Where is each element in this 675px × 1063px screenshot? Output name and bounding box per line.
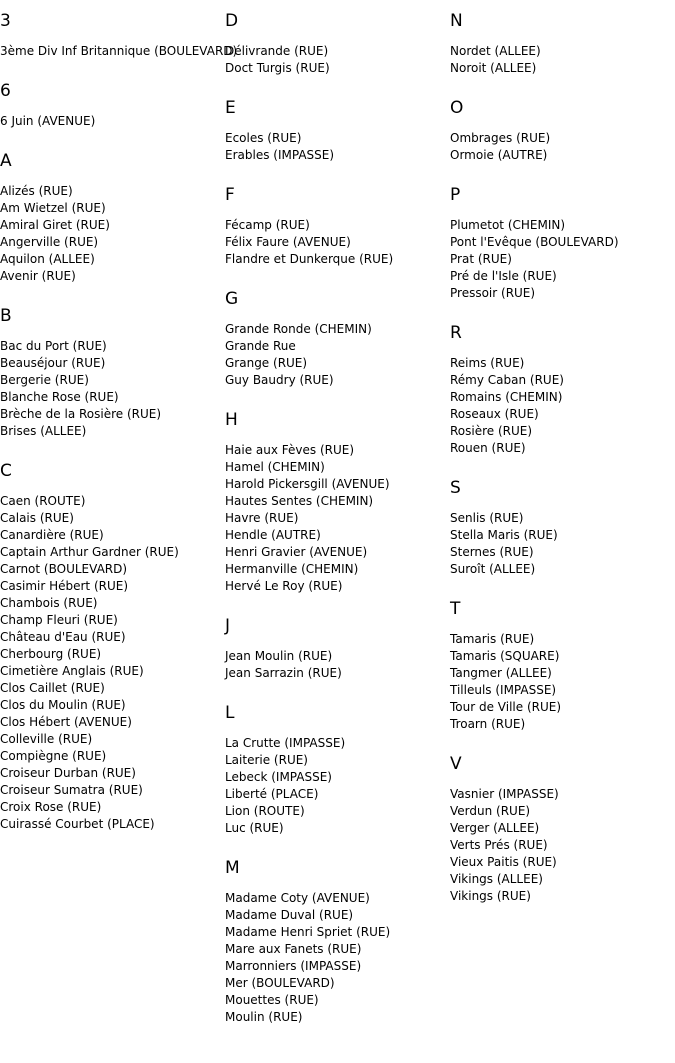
letter-section bbox=[0, 10, 237, 60]
street-link[interactable]: Senlis (RUE) bbox=[450, 511, 524, 525]
street-link[interactable]: Brises (ALLEE) bbox=[0, 424, 87, 438]
street-link[interactable]: Vasnier (IMPASSE) bbox=[450, 787, 559, 801]
street-link[interactable]: Jean Sarrazin (RUE) bbox=[225, 666, 342, 680]
street-index-column-1 bbox=[0, 10, 237, 853]
letter-section bbox=[450, 10, 619, 77]
street-link[interactable]: Cimetière Anglais (RUE) bbox=[0, 664, 144, 678]
street-list bbox=[0, 493, 237, 833]
letter-section bbox=[225, 288, 393, 389]
street-link[interactable]: Rosière (RUE) bbox=[450, 424, 533, 438]
street-link[interactable]: Cherbourg (RUE) bbox=[0, 647, 102, 661]
street-link[interactable]: Harold Pickersgill (AVENUE) bbox=[225, 477, 390, 491]
street-link[interactable]: 6 Juin (AVENUE) bbox=[0, 114, 96, 128]
street-link[interactable]: Clos Hébert (AVENUE) bbox=[0, 715, 132, 729]
street-link[interactable]: Liberté (PLACE) bbox=[225, 787, 319, 801]
street-list bbox=[450, 631, 619, 733]
street-link[interactable]: Croix Rose (RUE) bbox=[0, 800, 102, 814]
street-link[interactable]: Fécamp (RUE) bbox=[225, 218, 310, 232]
letter-section bbox=[225, 702, 393, 837]
street-link[interactable]: Mer (BOULEVARD) bbox=[225, 976, 335, 990]
street-index-column-3 bbox=[450, 10, 619, 925]
street-list bbox=[225, 130, 393, 164]
street-link[interactable]: Madame Coty (AVENUE) bbox=[225, 891, 370, 905]
street-link[interactable]: Luc (RUE) bbox=[225, 821, 284, 835]
street-link[interactable]: Lion (ROUTE) bbox=[225, 804, 305, 818]
street-link[interactable]: Romains (CHEMIN) bbox=[450, 390, 563, 404]
street-link[interactable]: Roseaux (RUE) bbox=[450, 407, 539, 421]
street-link[interactable]: Hamel (CHEMIN) bbox=[225, 460, 325, 474]
letter-section bbox=[450, 97, 619, 164]
street-link[interactable]: Carnot (BOULEVARD) bbox=[0, 562, 128, 576]
street-link[interactable]: Pressoir (RUE) bbox=[450, 286, 536, 300]
street-link[interactable]: Lebeck (IMPASSE) bbox=[225, 770, 332, 784]
section-letter-heading: 3 bbox=[0, 11, 11, 31]
street-link[interactable]: Cuirassé Courbet (PLACE) bbox=[0, 817, 155, 831]
street-link[interactable]: Noroit (ALLEE) bbox=[450, 61, 537, 75]
street-list bbox=[450, 217, 619, 302]
street-link[interactable]: Hautes Sentes (CHEMIN) bbox=[225, 494, 374, 508]
section-letter-heading: O bbox=[450, 98, 464, 118]
street-link[interactable]: La Crutte (IMPASSE) bbox=[225, 736, 346, 750]
section-letter-heading: J bbox=[225, 616, 231, 636]
street-link[interactable]: Jean Moulin (RUE) bbox=[225, 649, 333, 663]
street-link[interactable]: Rouen (RUE) bbox=[450, 441, 526, 455]
street-link[interactable]: Flandre et Dunkerque (RUE) bbox=[225, 252, 394, 266]
street-link[interactable]: Caen (ROUTE) bbox=[0, 494, 86, 508]
street-link[interactable]: Clos du Moulin (RUE) bbox=[0, 698, 126, 712]
section-letter-heading: E bbox=[225, 98, 236, 118]
letter-section bbox=[450, 184, 619, 302]
street-link[interactable]: Madame Duval (RUE) bbox=[225, 908, 354, 922]
street-link[interactable]: Doct Turgis (RUE) bbox=[225, 61, 330, 75]
street-link[interactable]: Moulin (RUE) bbox=[225, 1010, 303, 1024]
section-letter-heading: H bbox=[225, 410, 238, 430]
street-link[interactable]: Laiterie (RUE) bbox=[225, 753, 308, 767]
street-link[interactable]: Pré de l'Isle (RUE) bbox=[450, 269, 557, 283]
letter-section bbox=[225, 615, 393, 682]
street-link[interactable]: Havre (RUE) bbox=[225, 511, 299, 525]
street-link[interactable]: Bac du Port (RUE) bbox=[0, 339, 107, 353]
street-list bbox=[450, 355, 619, 457]
street-list bbox=[450, 43, 619, 77]
street-link[interactable]: Captain Arthur Gardner (RUE) bbox=[0, 545, 179, 559]
street-link[interactable]: Prat (RUE) bbox=[450, 252, 512, 266]
street-index-column-2 bbox=[225, 10, 393, 1046]
letter-section bbox=[0, 150, 237, 285]
street-link[interactable]: Tamaris (SQUARE) bbox=[450, 649, 560, 663]
street-list bbox=[450, 510, 619, 578]
street-link[interactable]: Canardière (RUE) bbox=[0, 528, 104, 542]
street-link[interactable]: Verdun (RUE) bbox=[450, 804, 531, 818]
street-link[interactable]: Pont l'Evêque (BOULEVARD) bbox=[450, 235, 619, 249]
street-list bbox=[0, 43, 237, 60]
street-link[interactable]: Tangmer (ALLEE) bbox=[450, 666, 552, 680]
street-list bbox=[225, 735, 393, 837]
letter-section bbox=[225, 97, 393, 164]
section-letter-heading: L bbox=[225, 703, 235, 723]
street-list bbox=[0, 183, 237, 285]
street-link[interactable]: Vikings (ALLEE) bbox=[450, 872, 543, 886]
street-link[interactable]: Compiègne (RUE) bbox=[0, 749, 107, 763]
street-list bbox=[225, 648, 393, 682]
street-link[interactable]: Amiral Giret (RUE) bbox=[0, 218, 110, 232]
letter-section bbox=[225, 409, 393, 595]
letter-section bbox=[450, 322, 619, 457]
section-letter-heading: F bbox=[225, 185, 235, 205]
letter-section bbox=[450, 598, 619, 733]
section-letter-heading: B bbox=[0, 306, 12, 326]
street-list bbox=[225, 890, 393, 1026]
street-link[interactable]: Bergerie (RUE) bbox=[0, 373, 89, 387]
street-link[interactable]: Avenir (RUE) bbox=[0, 269, 76, 283]
section-letter-heading: S bbox=[450, 478, 461, 498]
street-link[interactable]: Ecoles (RUE) bbox=[225, 131, 302, 145]
street-link[interactable]: Hendle (AUTRE) bbox=[225, 528, 321, 542]
street-link[interactable]: Croiseur Durban (RUE) bbox=[0, 766, 136, 780]
section-letter-heading: A bbox=[0, 151, 12, 171]
street-link[interactable]: Colleville (RUE) bbox=[0, 732, 93, 746]
street-link[interactable]: Madame Henri Spriet (RUE) bbox=[225, 925, 391, 939]
street-link[interactable]: Aquilon (ALLEE) bbox=[0, 252, 95, 266]
letter-section bbox=[225, 184, 393, 268]
street-list bbox=[225, 217, 393, 268]
street-link[interactable]: Hermanville (CHEMIN) bbox=[225, 562, 359, 576]
section-letter-heading: M bbox=[225, 858, 240, 878]
section-letter-heading: R bbox=[450, 323, 462, 343]
street-link[interactable]: Suroît (ALLEE) bbox=[450, 562, 536, 576]
street-link[interactable]: Vikings (RUE) bbox=[450, 889, 531, 903]
street-link[interactable]: Verger (ALLEE) bbox=[450, 821, 540, 835]
street-link[interactable]: Haie aux Fèves (RUE) bbox=[225, 443, 355, 457]
street-link[interactable]: Brèche de la Rosière (RUE) bbox=[0, 407, 162, 421]
street-link[interactable]: Nordet (ALLEE) bbox=[450, 44, 541, 58]
street-link[interactable]: Erables (IMPASSE) bbox=[225, 148, 335, 162]
street-link[interactable]: 3ème Div Inf Britannique (BOULEVARD) bbox=[0, 44, 238, 58]
street-link[interactable]: Calais (RUE) bbox=[0, 511, 74, 525]
street-list bbox=[450, 130, 619, 164]
street-list bbox=[0, 113, 237, 130]
street-link[interactable]: Château d'Eau (RUE) bbox=[0, 630, 126, 644]
section-letter-heading: G bbox=[225, 289, 239, 309]
street-link[interactable]: Grande Ronde (CHEMIN) bbox=[225, 322, 372, 336]
section-letter-heading: T bbox=[450, 599, 461, 619]
street-link[interactable]: Clos Caillet (RUE) bbox=[0, 681, 105, 695]
street-list bbox=[225, 442, 393, 595]
street-link[interactable]: Champ Fleuri (RUE) bbox=[0, 613, 118, 627]
letter-section bbox=[225, 10, 393, 77]
letter-section bbox=[225, 857, 393, 1026]
letter-section bbox=[0, 460, 237, 833]
letter-section bbox=[0, 80, 237, 130]
street-link[interactable]: Alizés (RUE) bbox=[0, 184, 73, 198]
street-link[interactable]: Am Wietzel (RUE) bbox=[0, 201, 106, 215]
street-link[interactable]: Reims (RUE) bbox=[450, 356, 525, 370]
section-letter-heading: D bbox=[225, 11, 239, 31]
section-letter-heading: N bbox=[450, 11, 463, 31]
street-link[interactable]: Rémy Caban (RUE) bbox=[450, 373, 564, 387]
section-letter-heading: 6 bbox=[0, 81, 11, 101]
street-link[interactable]: Félix Faure (AVENUE) bbox=[225, 235, 351, 249]
street-link[interactable]: Ormoie (AUTRE) bbox=[450, 148, 548, 162]
street-link[interactable]: Tamaris (RUE) bbox=[450, 632, 535, 646]
street-link[interactable]: Blanche Rose (RUE) bbox=[0, 390, 119, 404]
street-link[interactable]: Guy Baudry (RUE) bbox=[225, 373, 334, 387]
letter-section bbox=[450, 753, 619, 905]
street-link[interactable]: Tour de Ville (RUE) bbox=[450, 700, 562, 714]
street-link[interactable]: Verts Prés (RUE) bbox=[450, 838, 548, 852]
street-link[interactable]: Tilleuls (IMPASSE) bbox=[450, 683, 557, 697]
street-link[interactable]: Stella Maris (RUE) bbox=[450, 528, 558, 542]
street-list bbox=[225, 43, 393, 77]
street-link[interactable]: Beauséjour (RUE) bbox=[0, 356, 106, 370]
section-letter-heading: V bbox=[450, 754, 462, 774]
street-link[interactable]: Hervé Le Roy (RUE) bbox=[225, 579, 343, 593]
street-link[interactable]: Marronniers (IMPASSE) bbox=[225, 959, 362, 973]
street-link[interactable]: Mouettes (RUE) bbox=[225, 993, 319, 1007]
street-link[interactable]: Troarn (RUE) bbox=[450, 717, 526, 731]
street-link[interactable]: Mare aux Fanets (RUE) bbox=[225, 942, 362, 956]
street-link[interactable]: Henri Gravier (AVENUE) bbox=[225, 545, 368, 559]
letter-section bbox=[0, 305, 237, 440]
street-link[interactable]: Grande Rue bbox=[225, 339, 296, 353]
street-link[interactable]: Sternes (RUE) bbox=[450, 545, 534, 559]
street-link[interactable]: Chambois (RUE) bbox=[0, 596, 98, 610]
street-link[interactable]: Vieux Paitis (RUE) bbox=[450, 855, 557, 869]
street-list bbox=[450, 786, 619, 905]
street-link[interactable]: Plumetot (CHEMIN) bbox=[450, 218, 566, 232]
street-link[interactable]: Ombrages (RUE) bbox=[450, 131, 551, 145]
street-link[interactable]: Grange (RUE) bbox=[225, 356, 308, 370]
street-link[interactable]: Croiseur Sumatra (RUE) bbox=[0, 783, 143, 797]
street-link[interactable]: Délivrande (RUE) bbox=[225, 44, 329, 58]
street-list bbox=[0, 338, 237, 440]
section-letter-heading: P bbox=[450, 185, 461, 205]
street-list bbox=[225, 321, 393, 389]
street-link[interactable]: Casimir Hébert (RUE) bbox=[0, 579, 129, 593]
letter-section bbox=[450, 477, 619, 578]
street-link[interactable]: Angerville (RUE) bbox=[0, 235, 99, 249]
section-letter-heading: C bbox=[0, 461, 12, 481]
